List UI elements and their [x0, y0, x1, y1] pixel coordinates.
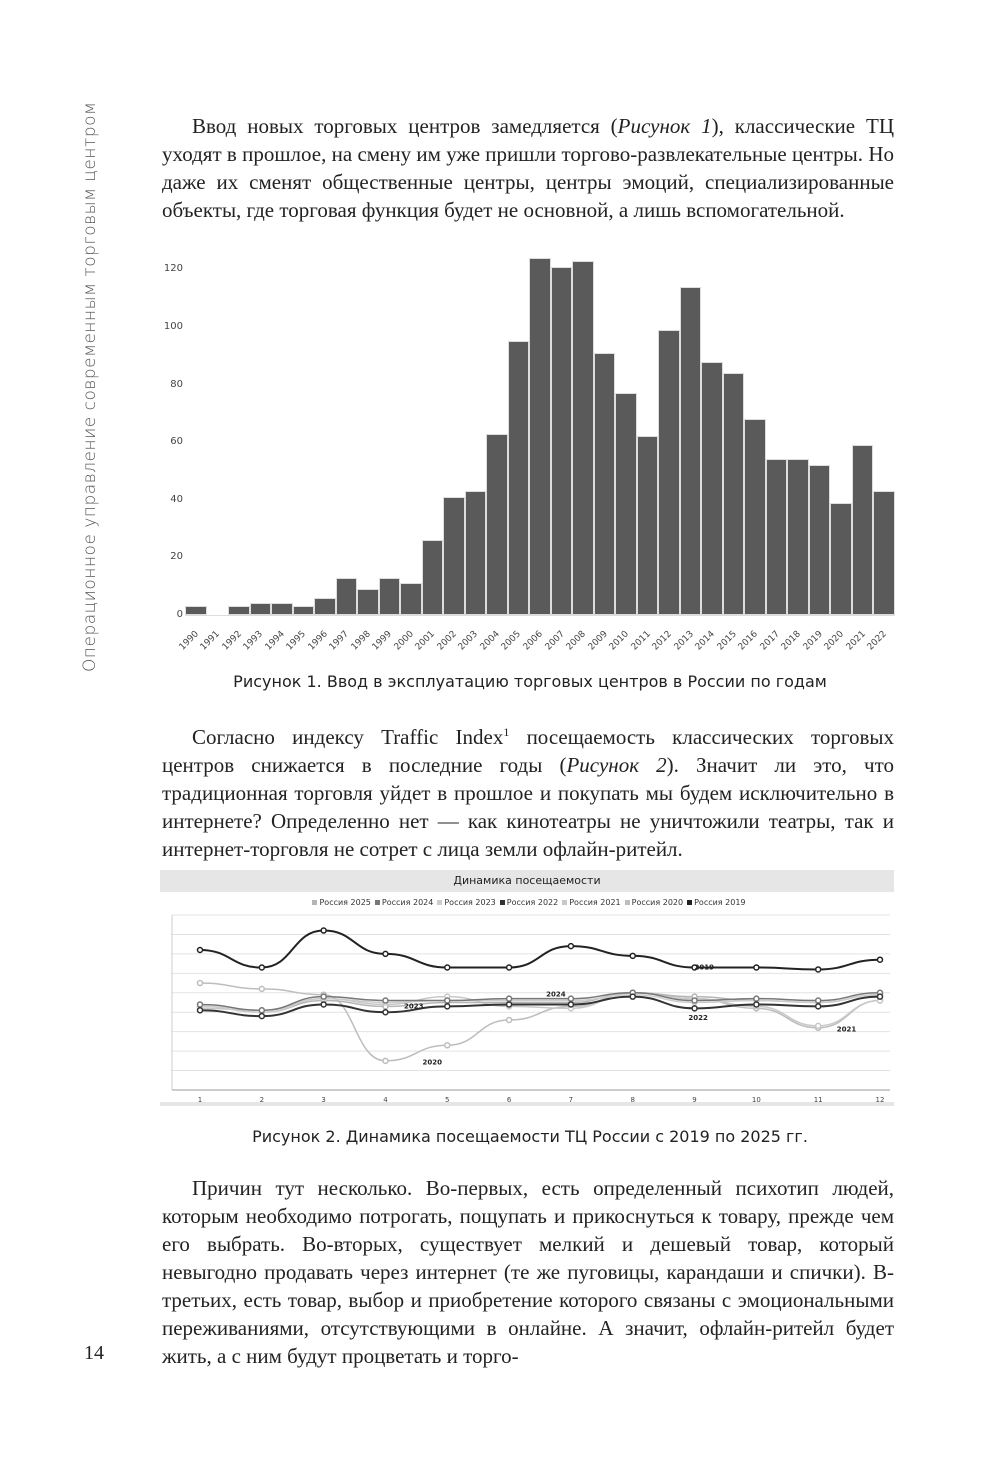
x-tick-label: 2012: [650, 629, 674, 653]
legend-label: Россия 2023: [444, 898, 496, 907]
x-tick-label: 3: [321, 1096, 326, 1102]
x-tick-label: 2007: [543, 629, 567, 653]
bar-2021: [852, 445, 874, 615]
legend-label: Россия 2020: [631, 898, 684, 907]
series-label: 2023: [404, 1002, 424, 1011]
data-point: [198, 948, 203, 953]
data-point: [259, 965, 264, 970]
x-tick-label: 2021: [844, 629, 868, 653]
line-chart-attendance: [160, 870, 894, 1106]
data-point: [816, 1004, 821, 1009]
data-point: [754, 965, 759, 970]
chart-title: Динамика посещаемости: [160, 870, 894, 892]
data-point: [568, 1002, 573, 1007]
figure-1-caption: Рисунок 1. Ввод в эксплуатацию торговых центров в России по годам: [233, 672, 827, 691]
bar-2008: [572, 261, 594, 615]
legend-label: Россия 2025: [319, 898, 371, 907]
data-point: [445, 1043, 450, 1048]
x-tick-label: 1994: [263, 629, 287, 653]
y-tick-label: 20: [170, 551, 183, 563]
x-tick-label: 2015: [715, 629, 739, 653]
data-point: [383, 951, 388, 956]
data-point: [321, 994, 326, 999]
bar-2002: [443, 497, 465, 615]
x-tick-label: 2013: [672, 629, 696, 653]
bar-2019: [809, 465, 831, 615]
bar-2013: [680, 287, 702, 615]
data-point: [878, 994, 883, 999]
paragraph-3-text: Причин тут несколько. Во-первых, есть определенный психотип людей, которым необходимо потрогать, пощупать и прикоснуться к товару, прежде чем его выбрать. Во-вторых, существует мелкий и дешевый товар, который невыгодно продавать через интернет (те же пуговицы, карандаши и спички). В-третьих, есть товар, выбор и приобретение которого связаны с эмоциональными переживаниями, отсутствующими в онлайне. А значит, офлайн-ритейл будет жить, а с ним будут процветать и торго-: [162, 1176, 894, 1368]
data-point: [568, 996, 573, 1001]
data-point: [816, 967, 821, 972]
chart-bottom-bar: [160, 1102, 894, 1106]
bar-chart-mall-openings: [155, 255, 900, 665]
series-line: [200, 931, 880, 970]
x-tick-label: 1995: [284, 629, 309, 653]
x-tick-label: 2: [259, 1096, 265, 1102]
x-tick-label: 1992: [220, 629, 244, 653]
data-point: [259, 986, 264, 991]
x-tick-label: 2014: [693, 629, 717, 653]
x-tick-label: 1998: [349, 629, 373, 653]
x-tick-label: 2004: [478, 629, 502, 653]
data-point: [754, 1002, 759, 1007]
legend-swatch: [375, 900, 380, 905]
x-tick-label: 1999: [371, 629, 395, 653]
legend-label: Россия 2022: [506, 898, 559, 907]
x-tick-label: 2006: [521, 629, 545, 653]
legend-swatch: [687, 900, 692, 905]
x-tick-label: 2008: [564, 629, 588, 653]
y-tick-label: 0: [176, 609, 183, 620]
data-point: [692, 998, 697, 1003]
x-tick-label: 2003: [457, 629, 481, 653]
data-point: [445, 1004, 450, 1009]
x-tick-label: 2000: [392, 629, 416, 653]
bar-2020: [830, 503, 852, 615]
x-tick-label: 1996: [306, 629, 330, 653]
x-tick-label: 4: [383, 1096, 388, 1102]
x-tick-label: 2009: [586, 629, 610, 653]
series-line: [200, 990, 880, 1026]
bar-2007: [551, 267, 573, 615]
x-tick-label: 2017: [758, 629, 782, 653]
bar-1999: [379, 578, 401, 615]
x-tick-label: 10: [751, 1096, 761, 1102]
x-tick-label: 2022: [865, 629, 890, 653]
x-tick-label: 1993: [241, 629, 266, 653]
line-plot: [160, 910, 894, 1102]
data-point: [507, 965, 512, 970]
x-tick-label: 12: [875, 1096, 885, 1102]
x-tick-label: 9: [692, 1096, 697, 1102]
data-point: [321, 928, 326, 933]
x-tick-label: 5: [445, 1096, 450, 1102]
data-point: [198, 1008, 203, 1013]
legend-label: Россия 2024: [381, 898, 434, 907]
data-point: [445, 998, 450, 1003]
bar-2016: [744, 419, 766, 615]
bar-2012: [658, 330, 680, 615]
x-tick-label: 1991: [198, 629, 223, 653]
data-point: [321, 1002, 326, 1007]
bar-2018: [787, 459, 809, 615]
bar-2003: [465, 491, 487, 615]
bar-1992: [228, 606, 250, 615]
x-tick-label: 6: [506, 1096, 512, 1102]
x-tick-label: 2020: [822, 629, 847, 653]
data-point: [754, 996, 759, 1001]
x-tick-label: 2001: [414, 629, 438, 653]
page-number: 14: [84, 1342, 104, 1364]
data-point: [383, 1058, 388, 1063]
series-label: 2022: [688, 1014, 708, 1022]
legend-label: Россия 2019: [694, 898, 746, 907]
data-point: [568, 944, 573, 949]
data-point: [507, 996, 512, 1001]
paragraph-2: [162, 718, 894, 863]
x-tick-label: 2002: [435, 629, 459, 653]
data-point: [198, 981, 203, 986]
bar-2000: [400, 583, 422, 615]
bar-1997: [336, 578, 358, 615]
bar-2017: [766, 459, 788, 615]
y-tick-label: 40: [170, 493, 183, 505]
data-point: [445, 965, 450, 970]
x-tick-label: 8: [630, 1096, 635, 1102]
x-tick-label: 2018: [779, 629, 804, 653]
x-tick-label: 1: [197, 1096, 203, 1102]
legend-swatch: [437, 900, 442, 905]
bar-1994: [271, 603, 293, 615]
paragraph-1-text: Ввод новых торговых центров замедляется (Рисунок 1), классические ТЦ уходят в прошлое, на смену им уже пришли торгово-развлекательные центры. Но даже их сменят общественные центры, центры эмоций, специализированные объекты, где торговая функция будет не основной, а лишь вспомогательной.: [162, 114, 894, 222]
paragraph-1: [162, 112, 894, 224]
legend-swatch: [312, 900, 317, 905]
paragraph-3: [162, 1174, 894, 1370]
bar-1993: [250, 603, 272, 615]
bar-2010: [615, 393, 637, 615]
legend-label: Россия 2021: [569, 898, 621, 907]
series-label: 2019: [694, 963, 715, 972]
x-tick-label: 2005: [500, 629, 524, 653]
chart-legend: [160, 898, 894, 907]
y-tick-label: 120: [163, 263, 183, 275]
series-line: [200, 983, 880, 1061]
x-tick-label: 2016: [736, 629, 761, 653]
y-tick-label: 100: [163, 321, 183, 332]
data-point: [692, 1006, 697, 1011]
plot-area: [185, 255, 895, 616]
paragraph-2-text: Согласно индексу Traffic Index$^1$ посещаемость классических торговых центров снижается в последние годы (Рисунок 2). Значит ли это, что традиционная торговля уйдет в прошлое и покупать мы будем исключительно в интернете? Определенно нет — как кинотеатры не уничтожили театры, так и интернет-торговля не сотрет с лица земли офлайн-ритейл.: [162, 725, 894, 861]
bar-2014: [701, 362, 723, 615]
bar-1998: [357, 589, 379, 615]
x-tick-label: 11: [813, 1096, 823, 1102]
bar-1995: [293, 606, 315, 615]
data-point: [507, 1002, 512, 1007]
x-tick-label: 2010: [607, 629, 631, 653]
legend-swatch: [625, 900, 630, 905]
bar-2009: [594, 353, 616, 615]
data-point: [383, 1010, 388, 1015]
data-point: [259, 1014, 264, 1019]
data-point: [630, 994, 635, 999]
bar-2001: [422, 540, 444, 615]
y-tick-label: 60: [170, 436, 183, 448]
bar-2006: [529, 258, 551, 615]
figure-2-caption: Рисунок 2. Динамика посещаемости ТЦ России с 2019 по 2025 гг.: [252, 1127, 808, 1146]
x-tick-label: 2019: [801, 629, 825, 653]
running-head: Операционное управление современным торговым центром: [80, 101, 100, 672]
bar-2022: [873, 491, 895, 615]
data-point: [198, 1002, 203, 1007]
bar-2004: [486, 434, 508, 615]
legend-swatch: [500, 900, 505, 905]
data-point: [383, 998, 388, 1003]
y-tick-label: 80: [170, 378, 183, 390]
x-tick-label: 1990: [177, 629, 201, 653]
x-tick-label: 7: [568, 1096, 574, 1102]
data-point: [507, 1018, 512, 1023]
data-point: [259, 1008, 264, 1013]
series-label: 2021: [836, 1025, 857, 1034]
x-tick-label: 2011: [629, 629, 653, 653]
data-point: [816, 1023, 821, 1028]
x-tick-label: 1997: [327, 629, 352, 653]
series-label: 2020: [422, 1058, 443, 1067]
legend-swatch: [562, 900, 567, 905]
series-label: 2024: [546, 990, 566, 999]
data-point: [630, 953, 635, 958]
bar-2011: [637, 436, 659, 615]
bar-2015: [723, 373, 745, 615]
bar-1996: [314, 598, 336, 615]
data-point: [816, 998, 821, 1003]
data-point: [878, 957, 883, 962]
bar-1990: [185, 606, 207, 615]
bar-2005: [508, 341, 530, 615]
